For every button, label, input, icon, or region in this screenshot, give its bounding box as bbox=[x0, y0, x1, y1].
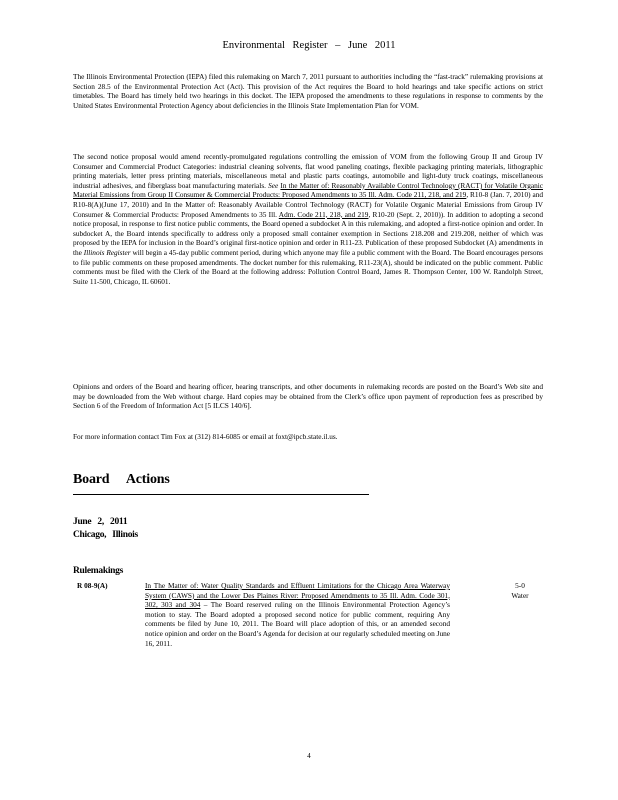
see-signal: See bbox=[268, 180, 279, 190]
vote-count: 5-0 bbox=[515, 581, 525, 590]
page-number: 4 bbox=[307, 751, 311, 760]
date-line: June 2, 2011 bbox=[73, 517, 128, 527]
paragraph-text: will begin a 45-day public comment period, during which anyone may file a public comment with the Board. The Board encourages persons to file public comments on these proposed amendments. The docket number for this rulemaking, R11-23(A), should be indicated on the public comment. Public comments must be filed with the Clerk of the Board at the following address: Pollution Control Board, James R. Thompson Center, 100 W. Randolph Street, Suite 11-500, Chicago, IL 60601. bbox=[73, 247, 543, 286]
case-citation: Adm. Code 211, 218, and 219 bbox=[278, 209, 369, 219]
section-divider bbox=[73, 494, 369, 495]
section-title: Board Actions bbox=[73, 472, 170, 487]
paragraph-text: , R10-20 (Sept. 2, 2010)). In addition to adopting a second notice proposal, in response to first notice public comments, the Board opened a subdocket A in this rulemaking, and adopted a first-notice opinion and order. In subdocket A, the Board intends specifically to address only a proposed small container exemption in Sections 218.208 and 219.208, neither of which was proposed by the IEPA for inclusion in the Board’s original first-notice opinion and order in R11-23. Publication of these proposed Subdocket (A) amendments in the bbox=[73, 209, 543, 257]
meeting-date bbox=[73, 516, 138, 542]
rulemakings-heading: Rulemakings bbox=[73, 566, 124, 576]
paragraph-text: The second notice proposal would amend recently-promulgated regulations controlling the emission of VOM from the following Group II and Group IV Consumer and Commercial Product Categories: industrial cleaning solvents, flat wood paneling coatings, flexible packaging printing materials, lithographic printing materials, letter press printing materials, miscellaneous metal and plastic parts coatings, automobile and light-duty truck coatings, miscellaneous industrial adhesives, and fiberglass boat manufacturing materials. bbox=[73, 152, 543, 190]
second-notice-paragraph bbox=[73, 152, 543, 286]
place-line: Chicago, Illinois bbox=[73, 530, 138, 540]
case-citation: In the Matter of: Reasonably Available Control Technology (RACT) for Volatile Organic Material Emissions from Group II Consumer & Commercial Products: Proposed Amendments to 35 Ill. Adm. Code 211, 218, and 219 bbox=[73, 180, 543, 200]
paragraph-text: , R10-8 (Jan. 7, 2010) and R10-8(A)(June 17, 2010) and In the Matter of: Reasonably Available Control Technology (RACT) for Volatile Organic Material Emissions from Group IV Consumer & Commercial Products: Proposed Amendments to 35 Ill. bbox=[73, 190, 543, 219]
rulemaking-entry bbox=[145, 581, 450, 648]
docket-number: R 08-9(A) bbox=[77, 581, 108, 590]
intro-paragraph: The Illinois Environmental Protection (IEPA) filed this rulemaking on March 7, 2011 pursuant to authorities including the “fast-track” rulemaking provisions at Section 28.5 of the Environmental Protection Act (Act). This provision of the Act requires the Board to hold hearings and take specific actions on strict timetables. The Board has timely held two hearings in this docket. The IEPA proposed the amendments to these regulations in response to comments by the United States Environmental Protection Agency about deficiencies in the Illinois State Implementation Plan for VOM. bbox=[73, 72, 543, 110]
illinois-register-title: Illinois Register bbox=[83, 247, 131, 257]
entry-text: – The Board reserved ruling on the Illinois Environmental Protection Agency’s motion to stay. The Board adopted a proposed second notice for public comment, requiring Any comments be filed by June 10, 2011. The Board will place adoption of this, or an amended second notice opinion and order on the Board’s Agenda for decision at our regularly scheduled meeting on June 16, 2011. bbox=[145, 600, 450, 648]
page-header: Environmental Register – June 2011 bbox=[222, 40, 396, 51]
opinions-paragraph: Opinions and orders of the Board and hearing officer, hearing transcripts, and other documents in rulemaking records are posted on the Board’s Web site and may be downloaded from the Web without charge. Hard copies may be obtained from the Clerk’s office upon payment of reproduction fees as prescribed by Section 6 of the Freedom of Information Act [5 ILCS 140/6]. bbox=[73, 382, 543, 411]
vote-category: Water bbox=[511, 590, 529, 600]
case-title: In The Matter of: Water Quality Standards and Effluent Limitations for the Chicago Area Waterway System (CAWS) and the Lower Des Plaines River: Proposed Amendments to 35 Ill. Adm. Code 301, 302, 303 and 304 bbox=[145, 581, 450, 610]
contact-paragraph: For more information contact Tim Fox at (312) 814-6085 or email at foxt@ipcb.state.il.us. bbox=[73, 432, 338, 441]
vote-column bbox=[497, 581, 543, 600]
